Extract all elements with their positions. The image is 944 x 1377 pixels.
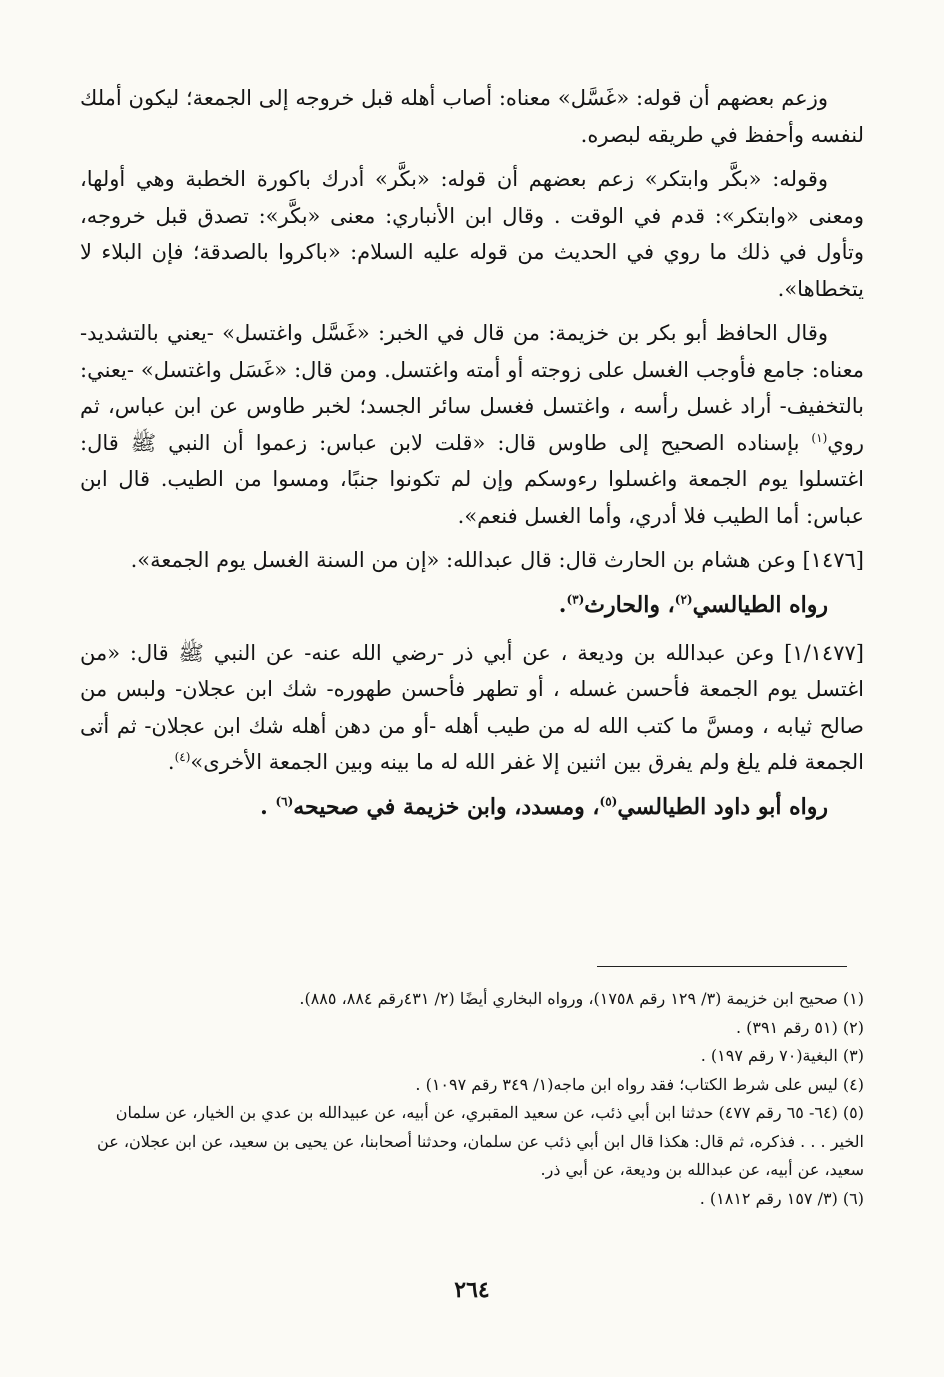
footnote-6: (٦) (٣/ ١٥٧ رقم ١٨١٢) . <box>699 1188 864 1208</box>
narration-2-c: . <box>260 793 276 820</box>
narration-1-c: . <box>558 591 567 618</box>
hadith-number: [١/١٤٧٧] <box>784 640 864 665</box>
footnote-2: (٢) (٥١ رقم ٣٩١) . <box>735 1017 864 1037</box>
footnote-4: (٤) ليس على شرط الكتاب؛ فقد رواه ابن ماجه(١/ ٣٤٩ رقم ١٠٩٧) . <box>415 1074 864 1094</box>
paragraph-ibn-khuzaymah <box>80 315 864 534</box>
footnote-mark-2: (٢) <box>674 592 693 607</box>
footnote-separator <box>597 966 847 967</box>
footnote-mark-5: (٥) <box>599 794 618 809</box>
main-text <box>80 80 864 837</box>
footnote-1: (١) صحيح ابن خزيمة (٣/ ١٢٩ رقم ١٧٥٨)، ورواه البخاري أيضًا (٢/ ٤٣١رقم ٨٨٤، ٨٨٥). <box>299 989 864 1008</box>
narration-1-b: ، والحارث <box>584 591 675 618</box>
hadith-number: [١٤٧٦] <box>802 548 864 572</box>
footnote-5: (٥) (٦٤- ٦٥ رقم ٤٧٧) حدثنا ابن أبي ذئب، عن سعيد المقبري، عن أبيه، عن عبيدالله بن عدي بن الخيار، عن سلمان الخير . . . فذكره، ثم قال: هكذا قال ابن أبي ذئب عن سلمان، وحدثنا أصحابنا، عن يحيى بن سعيد، عن ابن عجلان، عن سعيد، عن أبيه، عن عبدالله بن وديعة، عن أبي ذر. <box>97 1103 864 1179</box>
hadith-1476 <box>80 542 864 579</box>
narration-1-a: رواه الطيالسي <box>692 591 828 618</box>
hadith-end: . <box>167 750 175 774</box>
footnote-mark-1: (١) <box>811 430 828 445</box>
paragraph-bakkar: وقوله: «بكَّر وابتكر» زعم بعضهم أن قوله: «بكَّر» أدرك باكورة الخطبة وهي أولها، ومعنى «وابتكر»: قدم في الوقت . وقال ابن الأنباري: معنى «بكَّر»: تصدق قبل خروجه، وتأول في ذلك ما روي في الحديث من قوله عليه السلام: «باكروا بالصدقة؛ فإن البلاء لا يتخطاها». <box>80 167 864 301</box>
paragraph-ibn-khuzaymah-part2: بإسناده الصحيح إلى طاوس قال: «قلت لابن عباس: زعموا أن النبي ﷺ قال: اغتسلوا يوم الجمعة واغسلوا رءوسكم وإن لم تكونوا جنبًا، ومسوا من الطيب. قال ابن عباس: أما الطيب فلا أدري، وأما الغسل فنعم». <box>80 430 864 528</box>
narration-2-b: ، ومسدد، وابن خزيمة في صحيحه <box>293 793 600 820</box>
paragraph-ibn-khuzaymah-part1: وقال الحافظ أبو بكر بن خزيمة: من قال في الخبر: «غَسَّل واغتسل» -يعني بالتشديد- معناه: جامع فأوجب الغسل على زوجته أو أمته واغتسل. ومن قال: «غَسَل واغتسل» -يعني: بالتخفيف- أراد غسل رأسه ، واغتسل فغسل سائر الجسد؛ لخبر طاوس عن ابن عباس، ثم روي <box>80 321 864 455</box>
hadith-text: وعن عبدالله بن وديعة ، عن أبي ذر -رضي الله عنه- عن النبي ﷺ قال: «من اغتسل يوم الجمعة فأحسن غسله ، أو تطهر فأحسن طهوره- شك ابن عجلان- ولبس من صالح ثيابه ، ومسَّ ما كتب الله له من طيب أهله -أو من دهن أهله شك ابن عجلان- ثم أتى الجمعة فلم يلغ ولم يفرق بين اثنين إلا غفر الله له ما بينه وبين الجمعة الأخرى» <box>80 640 864 774</box>
footnote-mark-3: (٣) <box>566 592 585 607</box>
paragraph-ghassal: وزعم بعضهم أن قوله: «غَسَّل» معناه: أصاب أهله قبل خروجه إلى الجمعة؛ ليكون أملك لنفسه وأحفظ في طريقه لبصره. <box>80 86 864 147</box>
hadith-text: وعن هشام بن الحارث قال: قال عبدالله: «إن من السنة الغسل يوم الجمعة». <box>130 548 796 572</box>
hadith-1477 <box>80 635 864 781</box>
page-number: ٢٦٤ <box>454 1277 490 1303</box>
footnote-3: (٣) البغية(٧٠ رقم ١٩٧) . <box>700 1046 864 1065</box>
narration-1 <box>80 587 864 623</box>
narration-2 <box>80 789 864 825</box>
footnote-mark-4: (٤) <box>174 750 191 764</box>
footnotes <box>80 985 864 1213</box>
narration-2-a: رواه أبو داود الطيالسي <box>617 793 828 820</box>
footnote-mark-6: (٦) <box>275 794 294 809</box>
